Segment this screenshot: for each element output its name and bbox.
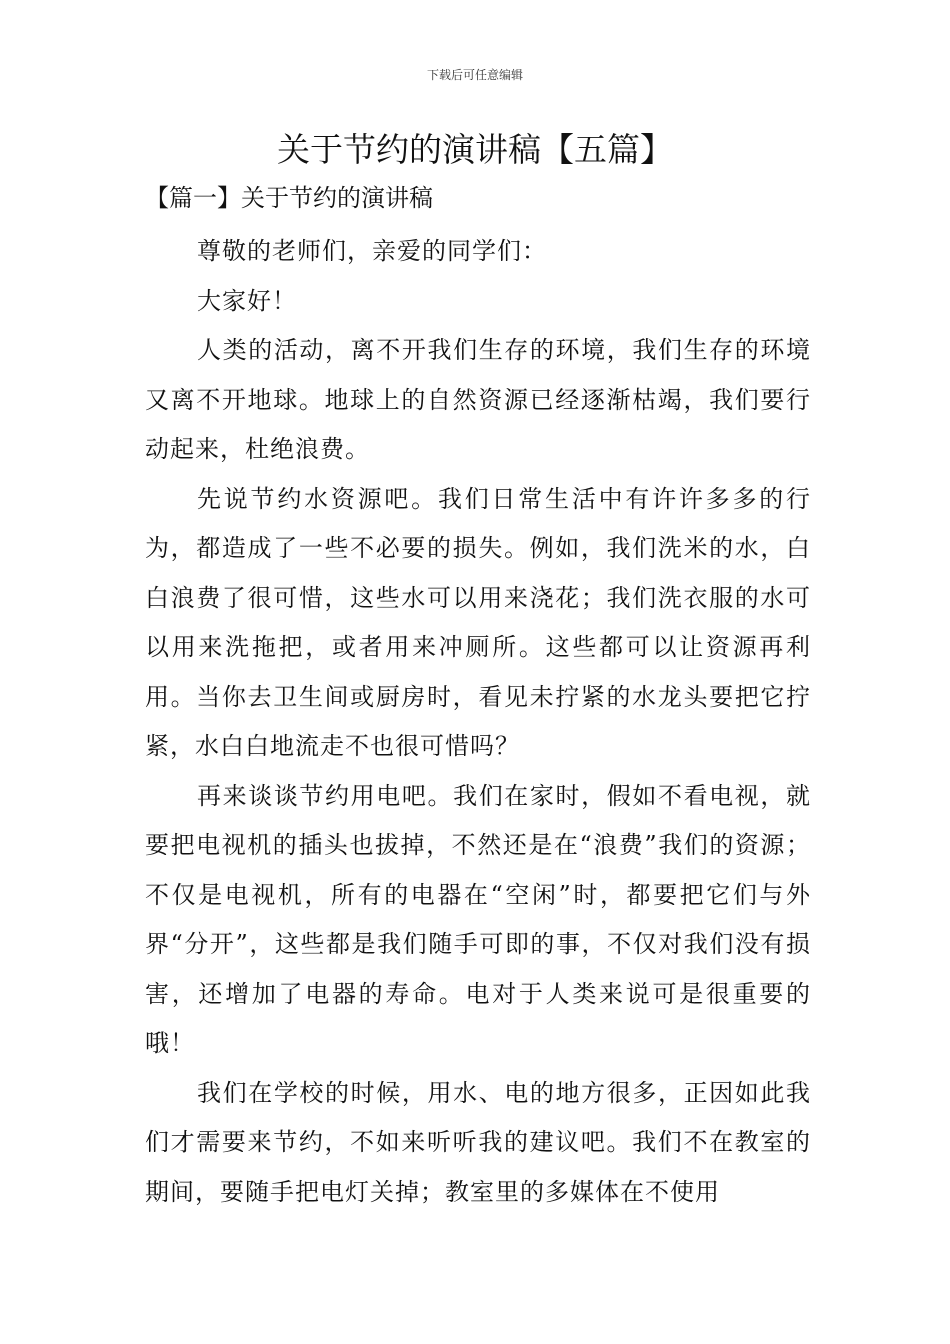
section-heading: 【篇一】关于节约的演讲稿 <box>145 184 433 212</box>
header-note: 下载后可任意编辑 <box>426 68 523 82</box>
paragraph-school: 我们在学校的时候，用水、电的地方很多，正因如此我们才需要来节约，不如来听听我的建议吧。我们不在教室的期间，要随手把电灯关掉；教室里的多媒体在不使用 <box>145 1078 811 1206</box>
paragraph-greeting: 尊敬的老师们，亲爱的同学们： <box>197 237 547 265</box>
paragraph-electricity: 再来谈谈节约用电吧。我们在家时，假如不看电视，就要把电视机的插头也拔掉，不然还是在“浪费”我们的资源；不仅是电视机，所有的电器在“空闲”时，都要把它们与外界“分开”，这些都是我们随手可即的事，不仅对我们没有损害，还增加了电器的寿命。电对于人类来说可是很重要的哦！ <box>145 781 811 1057</box>
paragraph-environment: 人类的活动，离不开我们生存的环境，我们生存的环境又离不开地球。地球上的自然资源已经逐渐枯竭，我们要行动起来，杜绝浪费。 <box>145 336 811 463</box>
paragraph-water: 先说节约水资源吧。我们日常生活中有许许多多的行为，都造成了一些不必要的损失。例如，我们洗米的水，白白浪费了很可惜，这些水可以用来浇花；我们洗衣服的水可以用来洗拖把，或者用来冲厕所。这些都可以让资源再利用。当你去卫生间或厨房时，看见未拧紧的水龙头要把它拧紧，水白白地流走不也很可惜吗？ <box>145 484 811 760</box>
paragraph-hello: 大家好！ <box>197 286 297 315</box>
document-title: 关于节约的演讲稿【五篇】 <box>277 130 673 169</box>
document-body <box>145 227 811 1217</box>
